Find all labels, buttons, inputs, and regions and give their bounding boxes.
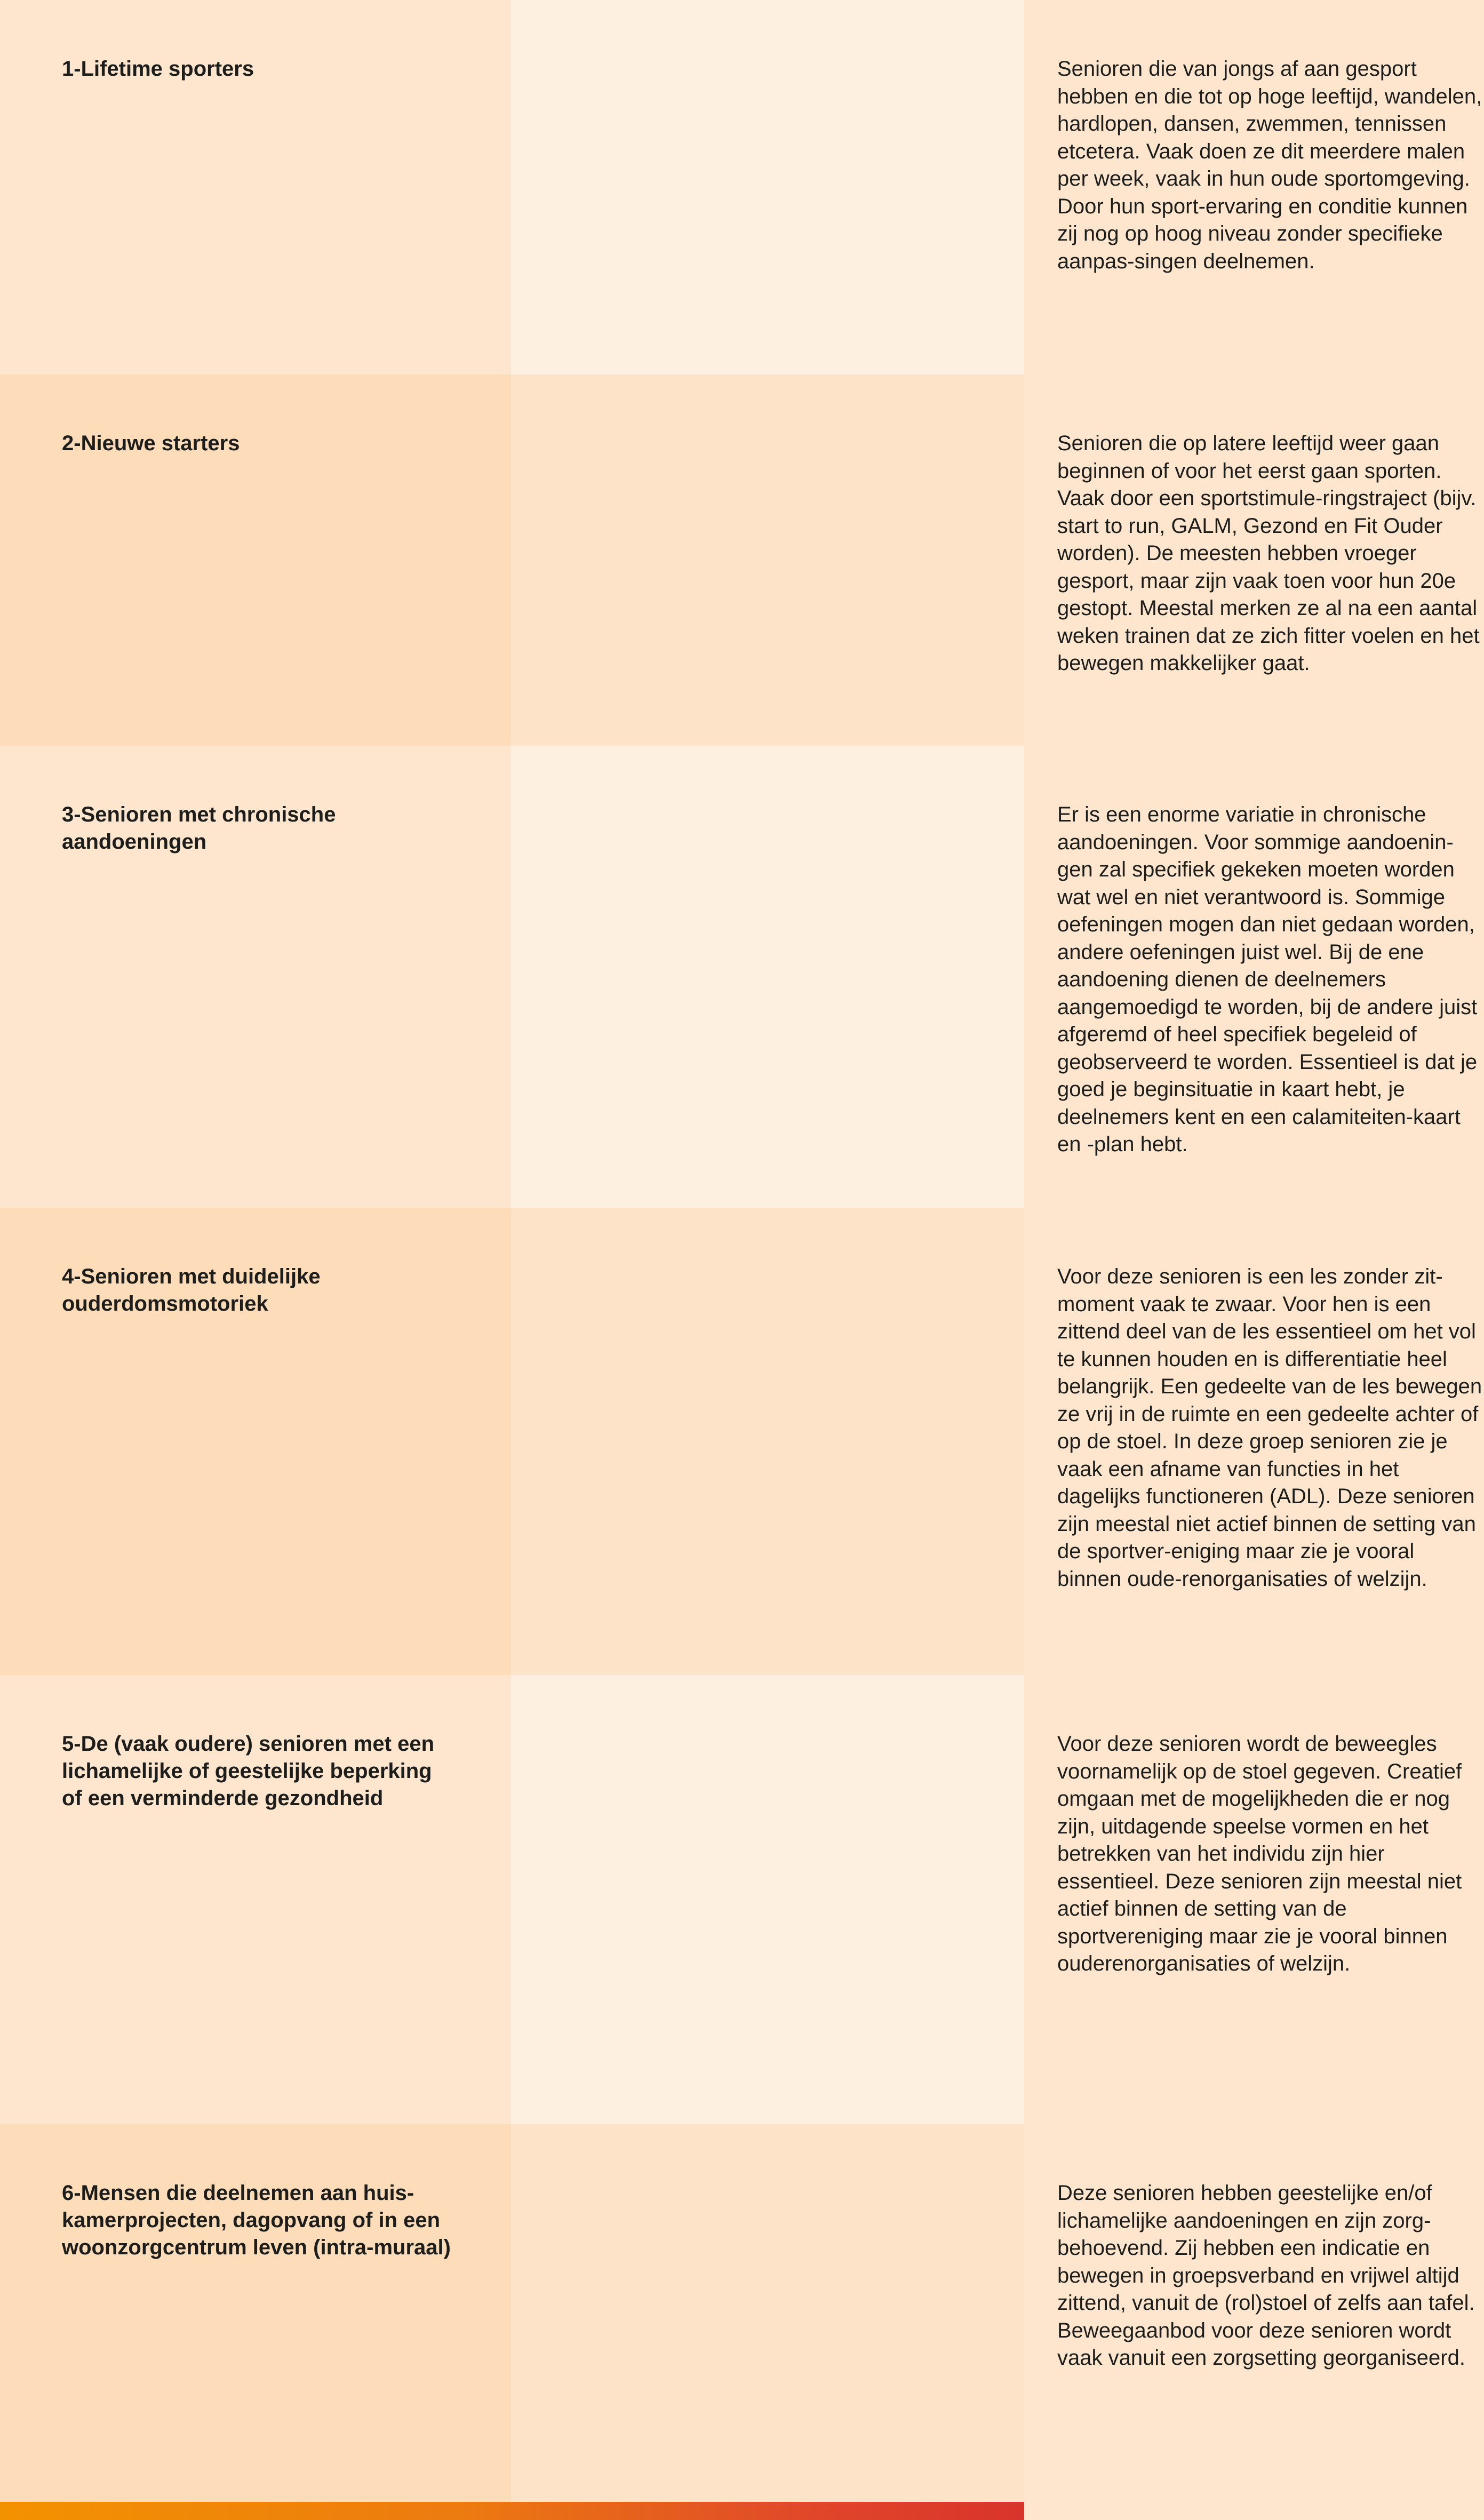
category-description-cell: [511, 1208, 1482, 1675]
category-title: 2-Nieuwe starters: [62, 432, 240, 455]
category-description: Deze senioren hebben geestelijke en/of lichamelijke aandoeningen en zijn zorg-behoevend. Zij hebben een indicatie en bewegen in groepsverband en vrijwel altijd zittend, vanuit de (rol)stoel of zelfs aan tafel. Beweegaanbod voor deze senioren wordt vaak vanuit een zorgsetting georganiseerd.: [1057, 2181, 1475, 2370]
category-title-cell: [0, 2124, 511, 2502]
category-row-2: [0, 374, 1480, 746]
category-row-5: [0, 1675, 1462, 2124]
category-title-cell: [0, 1675, 511, 2124]
category-title: 1-Lifetime sporters: [62, 57, 254, 81]
category-description: Er is een enorme variatie in chronische aandoeningen. Voor sommige aandoenin-gen zal specifiek gekeken moeten worden wat wel en niet verantwoord is. Sommige oefeningen mogen dan niet gedaan worden, andere oefeningen juist wel. Bij de ene aandoening dienen de deelnemers aangemoedigd te worden, bij de andere juist afgeremd of heel specifiek begeleid of geobserveerd te worden. Essentieel is dat je goed je beginsituatie in kaart hebt, je deelnemers kent en een calamiteiten-kaart en -plan hebt.: [1057, 803, 1478, 1156]
category-description: Voor deze senioren wordt de beweegles voornamelijk op de stoel gegeven. Creatief omgaan met de mogelijkheden die er nog zijn, uitdagende speelse vormen en het betrekken van het individu zijn hier essentieel. Deze senioren zijn meestal niet actief binnen de setting van de sportvereniging maar zie je vooral binnen ouderenorganisaties of welzijn.: [1057, 1732, 1462, 1975]
category-row-4: [0, 1208, 1482, 1675]
category-row-1: [0, 0, 1482, 374]
category-title: 5-De (vaak oudere) senioren met een lichamelijke of geestelijke beperking of een verminderde gezondheid: [62, 1732, 435, 1810]
category-title: 3-Senioren met chronische aandoeningen: [62, 803, 336, 854]
category-description-cell: [511, 2124, 1475, 2502]
category-description-cell: [511, 0, 1482, 374]
category-description-cell: [511, 746, 1478, 1208]
category-description-cell: [511, 374, 1480, 746]
category-description: Senioren die van jongs af aan gesport hebben en die tot op hoge leeftijd, wandelen, hardlopen, dansen, zwemmen, tennissen etcetera. Vaak doen ze dit meerdere malen per week, vaak in hun oude sportomgeving. Door hun sport-ervaring en conditie kunnen zij nog op hoog niveau zonder specifieke aanpas-singen deelnemen.: [1057, 57, 1482, 273]
category-row-6: [0, 2124, 1475, 2502]
category-title-cell: [0, 374, 511, 746]
category-description: Voor deze senioren is een les zonder zit-moment vaak te zwaar. Voor hen is een zittend deel van de les essentieel om het vol te kunnen houden en is differentiatie heel belangrijk. Een gedeelte van de les bewegen ze vrij in de ruimte en een gedeelte achter of op de stoel. In deze groep senioren zie je vaak een afname van functies in het dagelijks functioneren (ADL). Deze senioren zijn meestal niet actief binnen de setting van de sportver-eniging maar zie je vooral binnen oude-renorganisaties of welzijn.: [1057, 1265, 1482, 1591]
category-title-cell: [0, 1208, 511, 1675]
category-title: 6-Mensen die deelnemen aan huis-kamerprojecten, dagopvang of in een woonzorgcentrum leven (intra-muraal): [62, 2181, 451, 2259]
category-title-cell: [0, 746, 511, 1208]
footer-gradient-bar: [0, 2502, 1024, 2520]
category-description: Senioren die op latere leeftijd weer gaan beginnen of voor het eerst gaan sporten. Vaak door een sportstimule-ringstraject (bijv. start to run, GALM, Gezond en Fit Ouder worden). De meesten hebben vroeger gesport, maar zijn vaak toen voor hun 20e gestopt. Meestal merken ze al na een aantal weken trainen dat ze zich fitter voelen en het bewegen makkelijker gaat.: [1057, 432, 1480, 675]
category-row-3: [0, 746, 1478, 1208]
category-description-cell: [511, 1675, 1462, 2124]
category-title: 4-Senioren met duidelijke ouderdomsmotoriek: [62, 1265, 321, 1315]
category-title-cell: [0, 0, 511, 374]
